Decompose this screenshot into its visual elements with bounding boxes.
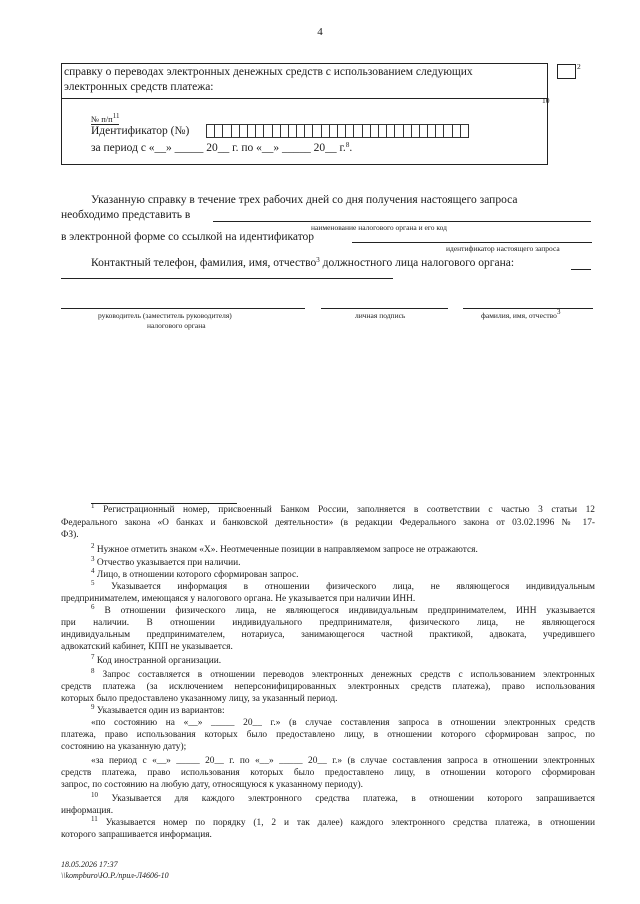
frame-divider	[62, 98, 547, 99]
row-number-label	[91, 114, 119, 124]
row-number-text: № п/п	[91, 114, 113, 124]
footnote-9-opt2-cont-b: запрос, по состоянию на любую дату, относящуюся к указанному периоду).	[61, 780, 363, 790]
footnote-6-cont-c: адвокатский кабинет, КПП не указывается.	[61, 642, 233, 652]
footnote-9-opt2: «за период с «__» _____ 20__ г. по «__» _____ 20__ г.» (в случае составления запроса в отношении электронных	[91, 756, 595, 766]
footnote-1-cont-a: Федерального закона «О банках и банковской деятельности» (в редакции Федерального закона от 03.02.1996 № 17-	[61, 518, 595, 528]
footnote-7: $^7$ Код иностранной организации.	[91, 653, 222, 666]
head-caption-2: налогового органа	[147, 321, 206, 330]
footnote-6-cont-a: при наличии. В отношении индивидуального предпринимателя, физического лица, не являющегося	[61, 618, 595, 628]
fio-caption	[481, 308, 561, 320]
contact-text: Контактный телефон, фамилия, имя, отчество	[91, 257, 317, 269]
contact-line	[91, 257, 514, 269]
head-caption-1: руководитель (заместитель руководителя)	[98, 311, 232, 320]
head-signature-line[interactable]	[61, 308, 305, 309]
footnote-8-cont-b: которых было предоставлено указанному лицу, за указанный период.	[61, 694, 338, 704]
footnote-mark-10: 10	[542, 96, 550, 105]
row-number-sup: 11	[112, 112, 120, 120]
request-line-1: справку о переводах электронных денежных средств с использованием следующих	[64, 66, 473, 78]
footnote-9-opt2-cont-a: средств платежа, право использования которых было предоставлено лицу, в отношении которого сформирован	[61, 768, 595, 778]
tax-authority-field[interactable]	[213, 221, 591, 222]
footnote-10-cont: информация.	[61, 806, 114, 816]
contact-field[interactable]	[61, 278, 393, 279]
checkbox-footnote-mark: 2	[577, 62, 581, 71]
personal-signature-line[interactable]	[321, 308, 448, 309]
tax-authority-caption: наименование налогового органа и его код	[311, 223, 447, 232]
footnote-9: $^9$ Указывается один из вариантов:	[91, 703, 225, 716]
footnote-3: $^3$ Отчество указывается при наличии.	[91, 555, 241, 568]
footnote-1: $^1$ Регистрационный номер, присвоенный Банком России, заполняется в соответствии с частью 3 статьи 12	[91, 502, 595, 515]
contact-end: должностного лица налогового органа:	[319, 257, 515, 269]
footnote-separator	[91, 503, 237, 504]
instruction-line-1: Указанную справку в течение трех рабочих дней со дня получения настоящего запроса	[91, 194, 518, 206]
footnote-11-cont: которого запрашивается информация.	[61, 830, 212, 840]
signature-caption: личная подпись	[355, 311, 406, 320]
contact-field-end[interactable]	[571, 269, 591, 270]
footnote-10: $^{10}$ Указывается для каждого электронного средства платежа, в отношении которого запрашивается	[91, 791, 595, 804]
fio-signature-line[interactable]	[463, 308, 593, 309]
identifier-label: Идентификатор (№)	[91, 125, 190, 137]
request-id-field[interactable]	[352, 242, 592, 243]
footnote-2: $^2$ Нужное отметить знаком «X». Неотмеченные позиции в направляемом запросе не отражаются.	[91, 542, 478, 555]
period-sup: 8	[345, 141, 350, 149]
footer-date: 18.05.2026 17:37	[61, 860, 118, 869]
footer-path: \\kompburo\Ю.Р./прил-Л4606-10	[61, 871, 169, 880]
footnote-9-opt1-cont-a: платежа, право использования которых было предоставлено лицу, в отношении которого сформирован запрос, по	[61, 730, 595, 740]
fio-caption-text: фамилия, имя, отчество	[481, 311, 557, 320]
request-checkbox[interactable]	[557, 64, 576, 79]
footnote-5-cont: предпринимателем, имеющаяся у налогового органа. Не указывается при наличии ИНН.	[61, 594, 416, 604]
footnote-9-opt1: «по состоянию на «__» _____ 20__ г.» (в случае составления запроса в отношении электронных средств	[91, 718, 595, 728]
footnote-8-cont-a: средств платежа (за исключением неперсонифицированных электронных средств платежа), право использования	[61, 682, 595, 692]
instruction-line-2: необходимо представить в	[61, 209, 191, 221]
page-number: 4	[317, 26, 323, 38]
footnote-9-opt1-cont-b: состоянию на указанную дату);	[61, 742, 187, 752]
request-id-caption: идентификатор настоящего запроса	[446, 244, 560, 253]
footnote-8: $^8$ Запрос составляется в отношении переводов электронных денежных средств с использованием электронных	[91, 667, 595, 680]
footnote-6-cont-b: индивидуальным предпринимателем, нотариуса, занимающегося частной практикой, адвоката, учредившего	[61, 630, 595, 640]
period-line	[91, 142, 352, 154]
footnote-5: $^5$ Указывается информация в отношении физического лица, не являющегося индивидуальным	[91, 579, 595, 592]
footnote-1-cont-b: ФЗ).	[61, 530, 79, 540]
request-line-2: электронных средств платежа:	[64, 81, 214, 93]
footnote-11: $^{11}$ Указывается номер по порядку (1, 2 и так далее) каждого электронного средства платежа, в отношении	[91, 815, 595, 828]
period-end: .	[349, 142, 353, 154]
fio-caption-sup: 3	[556, 308, 561, 316]
instruction-line-3: в электронной форме со ссылкой на идентификатор	[61, 231, 315, 243]
period-text: за период с «__» _____ 20__ г. по «__» _____ 20__ г.	[91, 142, 346, 154]
contact-sup: 3	[316, 256, 320, 264]
identifier-cells[interactable]	[206, 124, 468, 138]
footnote-6: $^6$ В отношении физического лица, не являющегося индивидуальным предпринимателем, ИНН указывается	[91, 603, 596, 616]
footnote-4: $^4$ Лицо, в отношении которого сформирован запрос.	[91, 567, 299, 580]
